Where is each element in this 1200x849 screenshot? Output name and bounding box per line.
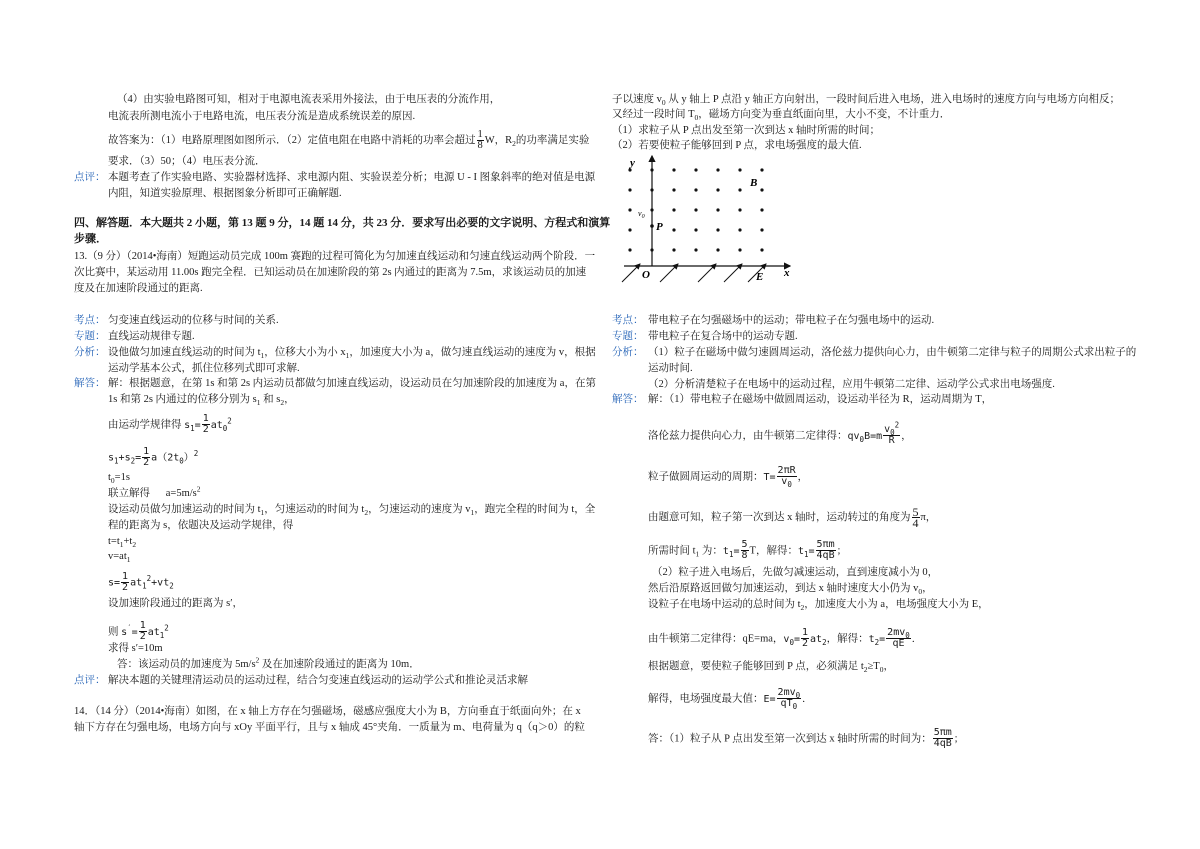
field-dot xyxy=(760,188,763,191)
e-field-label: E xyxy=(756,271,764,283)
field-dot xyxy=(716,248,719,251)
q14-fenxi2: 运动时间. xyxy=(648,363,693,374)
period-equation: T= $\frac{2\pi R}{v_0}$ ， xyxy=(763,465,808,489)
q13-result: 求得 s′=10m xyxy=(108,643,163,654)
e-max-row: 解得，电场强度最大值：E= $\frac{2mv_0}{qT_0}$ ． xyxy=(648,687,813,711)
q14-stem3: 子以速度 $v_0$ 从 y 轴上 P 点沿 y 轴正方向射出，一段时间后进入电场，进入电场时的速度方向与电场方向相反； xyxy=(612,94,1120,108)
t-equation: $t=t_1+t_2$ xyxy=(108,536,137,550)
fenxi-label-2: 分析： xyxy=(612,347,644,358)
q14-ask1: （1）求粒子从 P 点出发至第一次到达 x 轴时所需的时间； xyxy=(612,125,880,136)
field-dot xyxy=(694,248,697,251)
field-dot xyxy=(672,248,675,251)
v-equation: $v=at_1$ xyxy=(108,551,131,565)
q12-line2: 电流表所测电流小于电路电流，电压表分流是造成系统误差的原因. xyxy=(108,111,416,122)
part2-line3: 设粒子在电场中运动的总时间为 $t_2$，加速度大小为 a，电场强度大小为 E， xyxy=(648,599,989,613)
field-dot xyxy=(694,188,697,191)
lianli-row: 联立解得 $a=5m/s^2$ xyxy=(108,484,201,499)
q13-jieda6: 设加速阶段通过的距离为 s′， xyxy=(108,598,244,609)
q13-jieda1: 解：根据题意，在第 1s 和第 2s 内运动员都做匀加速直线运动，设运动员在匀加速阶段的加速度为 a，在第 xyxy=(108,378,596,389)
field-dot xyxy=(716,208,719,211)
comment-label: 点评： xyxy=(74,172,106,183)
equation-s1-s2: $s_1+s_2=$ $\frac{1}{2}$ $a(2t_0)^2$ xyxy=(108,446,199,468)
q14-stem1: 14．（14 分）（2014•海南）如图，在 x 轴上方存在匀强磁场，磁感应强度大小为 B，方向垂直于纸面向外；在 x xyxy=(74,706,581,717)
p-label: P xyxy=(656,221,663,233)
jieda-label-2: 解答： xyxy=(612,394,644,405)
q14-fenxi3: （2）分析清楚粒子在电场中的运动过程，应用牛顿第二定律、运动学公式求出电场强度. xyxy=(648,379,1055,390)
lorentz-row: 洛伦兹力提供向心力，由牛顿第二定律得：$qv_0B=m$ $\frac{v_0^2}{R}$ ， xyxy=(648,420,912,446)
y-axis-label: y xyxy=(630,157,635,169)
s-equation: s= $\frac{1}{2}$ $at_1^2+vt_2$ xyxy=(108,571,174,593)
field-dot xyxy=(738,248,741,251)
q14-kaodian: 带电粒子在匀强磁场中的运动；带电粒子在匀强电场中的运动. xyxy=(648,315,935,326)
q13-dianping: 解决本题的关键理清运动员的运动过程，结合匀变速直线运动的运动学公式和推论灵活求解 xyxy=(108,675,528,686)
q14-jieda1: 解：（1）带电粒子在磁场中做圆周运动，设运动半径为 R，运动周期为 T， xyxy=(648,394,993,405)
zhuanti-label: 专题： xyxy=(74,331,106,342)
q13-fenxi2: 运动学基本公式，抓住位移列式即可求解. xyxy=(108,363,300,374)
field-dot xyxy=(694,168,697,171)
jieda-label: 解答： xyxy=(74,378,106,389)
field-dot xyxy=(694,228,697,231)
dianping-label: 点评： xyxy=(74,675,106,686)
field-dot xyxy=(716,168,719,171)
field-dot xyxy=(738,208,741,211)
field-dot xyxy=(760,248,763,251)
q13-answer: 答：该运动员的加速度为 $5m/s^2$ 及在加速阶段通过的距离为 10m． xyxy=(117,655,420,670)
q13-stem2: 次比赛中，某运动用 11.00s 跑完全程．已知运动员在加速阶段的第 2s 内通过的距离为 7.5m，求该运动员的加速 xyxy=(74,267,587,278)
q12-answer-line: 故答案为：（1）电路原理图如图所示．（2）定值电阻在电路中消耗的功率会超过 $\frac{1}{8}$ W，$R_2$的功率满足实验 xyxy=(108,129,590,151)
field-dot xyxy=(694,208,697,211)
q13-jieda5: 程的距离为 s，依题决及运动学规律，得 xyxy=(108,520,294,531)
q13-kaodian: 匀变速直线运动的位移与时间的关系. xyxy=(108,315,279,326)
field-dot xyxy=(716,228,719,231)
newton-row: 由牛顿第二定律得：qE=ma，$v_0=$ $\frac{1}{2}$ $at_2$，解得：$t_2=$ $\frac{2mv_0}{qE}$ ． xyxy=(648,627,922,649)
q14-zhuanti: 带电粒子在复合场中的运动专题. xyxy=(648,331,798,342)
q14-stem4: 又经过一段时间 $T_0$，磁场方向变为垂直纸面向里，大小不变，不计重力． xyxy=(612,109,951,123)
field-dot xyxy=(628,208,631,211)
fraction-1-8: $\frac{1}{8}$ xyxy=(477,129,483,151)
angle-row: 由题意可知，粒子第一次到达 x 轴时，运动转过的角度为 $\frac{5}{4}$ π， xyxy=(648,505,937,530)
q14-fenxi1: （1）粒子在磁场中做匀速圆周运动，洛伦兹力提供向心力，由牛顿第二定律与粒子的周期公式求出粒子的 xyxy=(648,347,1137,358)
field-dot xyxy=(672,168,675,171)
q12-line4: 要求．（3）50；（4）电压表分流． xyxy=(108,156,266,167)
kaodian-label-2: 考点： xyxy=(612,315,644,326)
field-dot xyxy=(672,228,675,231)
lorentz-equation: $qv_0B=m$ $\frac{v_0^2}{R}$ ， xyxy=(847,420,912,446)
field-dot xyxy=(672,188,675,191)
field-dot xyxy=(628,228,631,231)
q13-stem1: 13.（9 分）（2014•海南）短跑运动员完成 100m 赛跑的过程可简化为匀加速直线运动和匀速直线运动两个阶段．一 xyxy=(74,251,596,262)
section4-heading-2: 步骤． xyxy=(74,233,107,245)
part2-line2: 然后沿原路返回做匀加速运动，到达 x 轴时速度大小仍为 $v_0$， xyxy=(648,583,933,597)
magnetic-field-dots xyxy=(628,168,763,251)
b-field-label: B xyxy=(750,177,758,189)
x-axis-label: x xyxy=(784,267,790,279)
t0-value: $t_0=1s$ xyxy=(108,472,130,486)
zhuanti-label-2: 专题： xyxy=(612,331,644,342)
equation-s1: $s_1=$ $\frac{1}{2}$ $at_0^2$ xyxy=(184,413,232,435)
time-row: 所需时间 $t_1$ 为：$t_1=$ $\frac{5}{8}$ T，解得：$t_1=$ $\frac{5\pi m}{4qB}$ ； xyxy=(648,539,847,561)
q13-stem3: 度及在加速阶段通过的距离. xyxy=(74,283,203,294)
q13-zhuanti: 直线运动规律专题. xyxy=(108,331,195,342)
part2-line1: （2）粒子进入电场后，先做匀减速运动，直到速度减小为 0， xyxy=(652,567,939,578)
field-dot xyxy=(760,228,763,231)
condition-row: 根据题意，要使粒子能够回到 P 点，必须满足 $t_2\ge T_0$， xyxy=(648,661,894,675)
origin-label: O xyxy=(642,269,650,281)
q13-jieda4: 设运动员做匀加速运动的时间为 $t_1$，匀速运动的时间为 $t_2$，匀速运动的速度为 $v_1$，跑完全程的时间为 t，全 xyxy=(108,504,596,518)
q14-ask2: （2）若要使粒子能够回到 P 点，求电场强度的最大值. xyxy=(612,140,862,151)
period-row: 粒子做圆周运动的周期：T= $\frac{2\pi R}{v_0}$ ， xyxy=(648,465,808,489)
field-dot xyxy=(716,188,719,191)
q12-comment1: 本题考查了作实验电路、实验器材选择、求电源内阻、实验误差分析；电源 U - I 图象斜率的绝对值是电源 xyxy=(108,172,596,183)
field-dot xyxy=(738,188,741,191)
q13-jieda2: 1s 和第 2s 内通过的位移分别为 $s_1$ 和 $s_2$， xyxy=(108,394,295,408)
q12-line1: （4）由实验电路图可知，相对于电源电流表采用外接法，由于电压表的分流作用， xyxy=(117,94,501,105)
q13-eq1-row: 由运动学规律得 $s_1=$ $\frac{1}{2}$ $at_0^2$ xyxy=(108,413,232,435)
field-diagram xyxy=(620,148,800,284)
field-dot xyxy=(760,208,763,211)
s-prime-equation: 则 s′= $\frac{1}{2}$ $at_1^2$ xyxy=(108,620,169,642)
field-dot xyxy=(628,188,631,191)
q12-comment2: 内阻，知道实验原理、根据图象分析即可正确解题. xyxy=(108,188,342,199)
kaodian-label: 考点： xyxy=(74,315,106,326)
field-dot xyxy=(760,168,763,171)
q14-answer: 答：（1）粒子从 P 点出发至第一次到达 x 轴时所需的时间为： $\frac{5\pi m}{4qB}$ ； xyxy=(648,727,964,749)
q13-fenxi1: 设他做匀加速直线运动的时间为 $t_1$，位移大小为小 $x_1$，加速度大小为 a，做匀速直线运动的速度为 v，根据 xyxy=(108,347,596,361)
v0-label: $v_0$ xyxy=(638,209,645,220)
field-dot xyxy=(672,208,675,211)
field-dot xyxy=(628,248,631,251)
q14-stem2: 轴下方存在匀强电场，电场方向与 xOy 平面平行，且与 x 轴成 45°夹角．一质量为 m、电荷量为 q（q＞0）的粒 xyxy=(74,722,585,733)
point-p xyxy=(650,224,654,228)
field-dot xyxy=(738,168,741,171)
section4-heading: 四、解答题．本大题共 2 小题，第 13 题 9 分，14 题 14 分，共 23 分．要求写出必要的文字说明、方程式和演算 xyxy=(74,217,611,229)
fenxi-label: 分析： xyxy=(74,347,106,358)
field-dot xyxy=(738,228,741,231)
